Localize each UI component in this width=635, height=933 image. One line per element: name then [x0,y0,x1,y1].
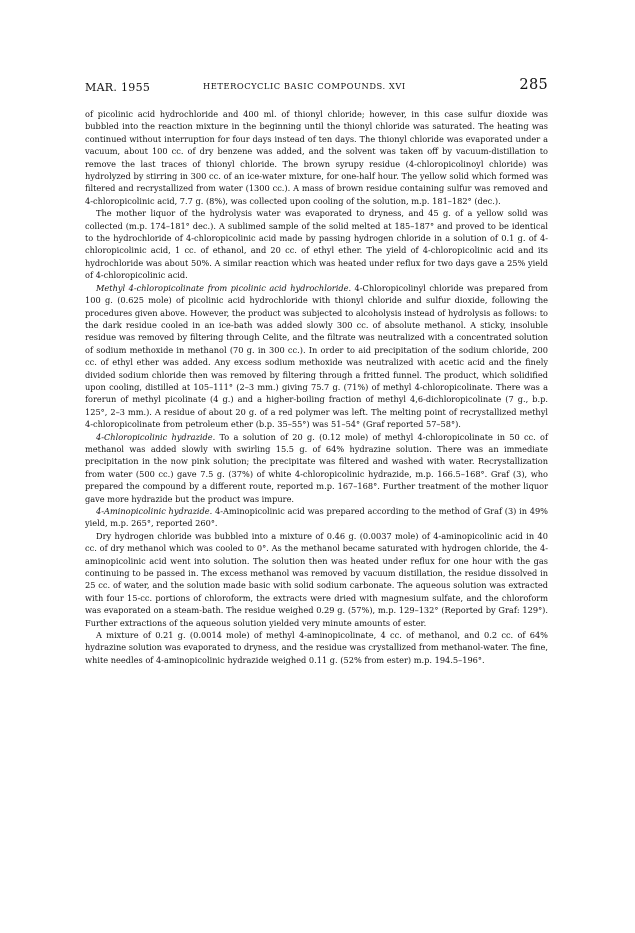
running-head [85,77,548,99]
section-heading: 4-Aminopicolinic hydrazide. [96,506,213,516]
page-number: 285 [519,77,548,93]
paragraph-methyl-aminopicolinate: A mixture of 0.21 g. (0.0014 mole) of methyl 4-aminopicolinate, 4 cc. of methanol, and 0.2 cc. of 64% hydrazine solution was evaporated to dryness, and the residue was crystallized from methanol-water. The fine, white needles of 4-aminopicolinic hydrazide weighed 0.11 g. (52% from ester) m.p. 194.5–196°. [85,630,548,665]
article-body [85,108,548,666]
issue-date: MAR. 1955 [85,81,151,94]
paragraph-mother-liquor: The mother liquor of the hydrolysis water was evaporated to dryness, and 45 g. of a yellow solid was collected (m.p. 174–181° dec.). A sublimed sample of the solid melted at 185–187° and proved to be identical to the hydrochloride of 4-chloropicolinic acid made by passing hydrogen chloride in a solution of 0.1 g. of 4-chloropicolinic acid, 1 cc. of ethanol, and 20 cc. of ethyl ether. The yield of 4-chloropicolinic acid and its hydrochloride was about 50%. A similar reaction which was heated under reflux for two days gave a 25% yield of 4-chloropicolinic acid. [85,208,548,281]
paragraph-hydrogen-chloride: Dry hydrogen chloride was bubbled into a mixture of 0.46 g. (0.0037 mole) of 4-aminopicolinic acid in 40 cc. of dry methanol which was cooled to 0°. As the methanol became saturated with hydrogen chloride, the 4-aminopicolinic acid went into solution. The solution then was heated under reflux for one hour with the gas continuing to be passed in. The excess methanol was removed by vacuum distillation, the residue dissolved in 25 cc. of water, and the solution made basic with solid sodium carbonate. The aqueous solution was extracted with four 15-cc. portions of chloroform, the extracts were dried with magnesium sulfate, and the chloroform was evaporated on a steam-bath. The residue weighed 0.29 g. (57%), m.p. 129–132° (Reported by Graf: 129°). Further extractions of the aqueous solution yielded very minute amounts of ester. [85,530,548,628]
section-heading: 4-Chloropicolinic hydrazide. [96,431,216,442]
paragraph-methyl-chloropicolinate: Methyl 4-chloropicolinate from picolinic acid hydrochloride. 4-Chloropicolinyl chloride was prepared from 100 g. (0.625 mole) of picolinic acid hydrochloride with thionyl chloride and sulfur dioxide, following the procedures given above. However, the product was subjected to alcoholysis instead of hydrolysis as follows: to the dark residue cooled in an ice-bath was added slowly 300 cc. of absolute methanol. A sticky, insoluble residue was removed by filtering through Celite, and the filtrate was neutralized with a concentrated solution of sodium methoxide in methanol (70 g. in 300 cc.). In order to aid precipitation of the sodium chloride, 200 cc. of ethyl ether was added. Any excess sodium methoxide was neutralized with acetic acid and the finely divided sodium chloride then was removed by filtering through a fritted funnel. The product, which solidified upon cooling, distilled at 105–111° (2–3 mm.) giving 75.7 g. (71%) of methyl 4-chloropicolinate. There was a forerun of methyl picolinate (4 g.) and a higher-boiling fraction of methyl 4,6-dichloropicolinate (7 g., b.p. 125°, 2–3 mm.). A residue of about 20 g. of a red polymer was left. The melting point of recrystallized methyl 4-chloropicolinate from petroleum ether (b.p. 35–55°) was 51–54° (Graf reported 57–58°). [85,282,549,430]
paragraph-continued: of picolinic acid hydrochloride and 400 ml. of thionyl chloride; however, in this case sulfur dioxide was bubbled into the reaction mixture in the beginning until the thionyl chloride was saturated. The heating was continued without interruption for four days instead of ten days. The thionyl chloride was evaporated under a vacuum, about 100 cc. of dry benzene was added, and the solvent was taken off by vacuum-distillation to remove the last traces of thionyl chloride. The brown syrupy residue (4-chloropicolinoyl chloride) was hydrolyzed by stirring in 300 cc. of an ice-water mixture, for one-half hour. The yellow solid which formed was filtered and recrystallized from water (1300 cc.). A mass of brown residue containing sulfur was removed and 4-chloropicolinic acid, 7.7 g. (8%), was collected upon cooling of the solution, m.p. 181–182° (dec.). [85,109,548,206]
paragraph-aminopicolinic-hydrazide: 4-Aminopicolinic hydrazide. 4-Aminopicolinic acid was prepared according to the method of Graf (3) in 49% yield, m.p. 265°, reported 260°. [85,506,548,529]
paragraph-chloropicolinic-hydrazide: 4-Chloropicolinic hydrazide. To a solution of 20 g. (0.12 mole) of methyl 4-chloropicolinate in 50 cc. of methanol was added slowly with swirling 15.5 g. of 64% hydrazine solution. There was an immediate precipitation in the now pink solution; the precipitate was filtered and washed with water. Recrystallization from water (500 cc.) gave 7.5 g. (37%) of white 4-chloropicolinic hydrazide, m.p. 166.5–168°. Graf (3), who prepared the compound by a different route, reported m.p. 167–168°. Further treatment of the mother liquor gave more hydrazide but the product was impure. [85,431,548,504]
running-title: HETEROCYCLIC BASIC COMPOUNDS. XVI [203,81,406,91]
section-heading: Methyl 4-chloropicolinate from picolinic acid hydrochloride. [96,282,352,293]
